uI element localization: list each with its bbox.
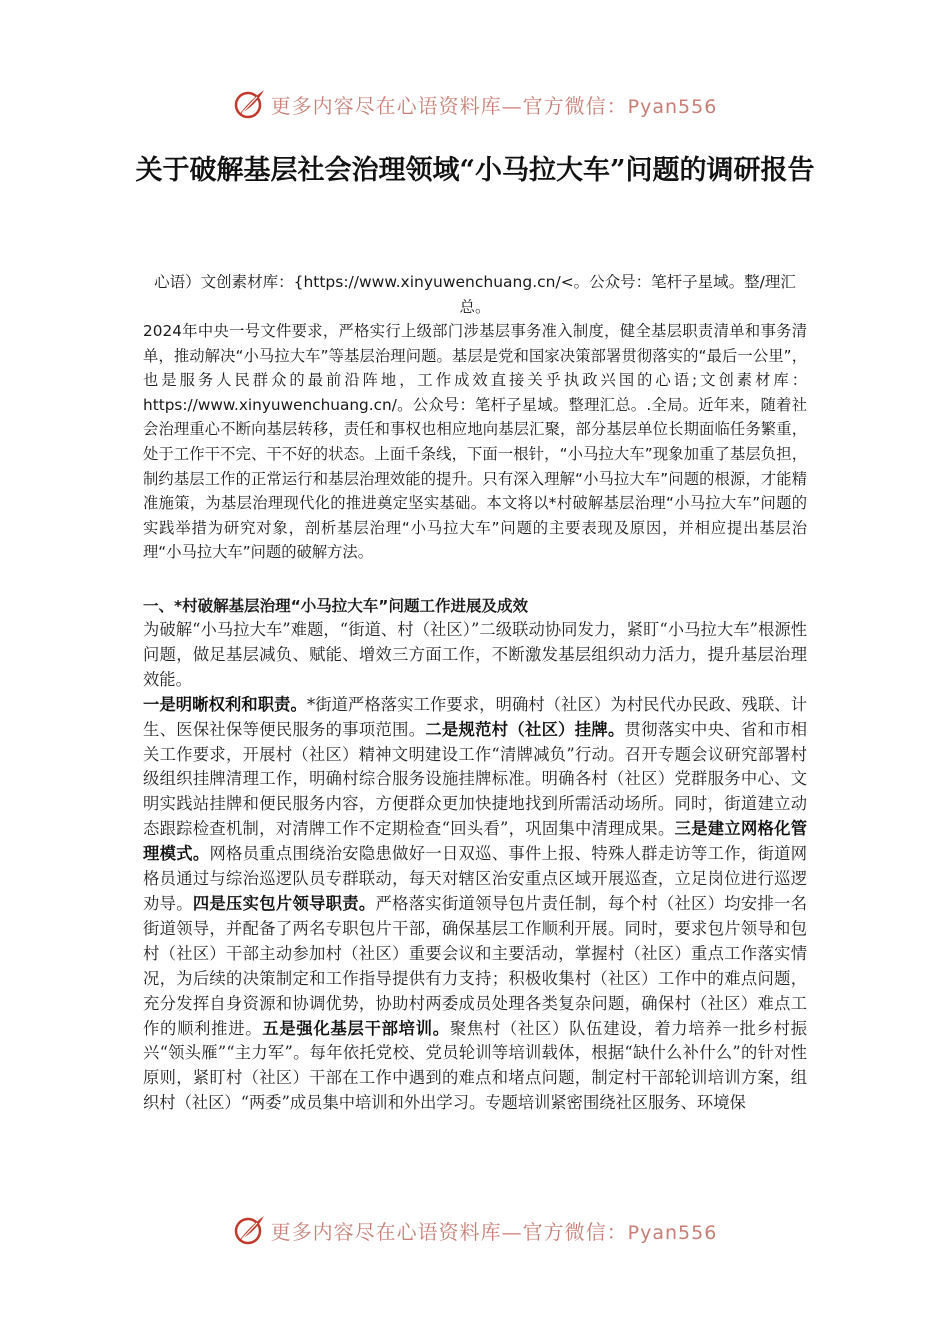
wechat-id: Pyan556: [627, 1221, 718, 1244]
point-text: *街道严格落实工作要求，明确村（社区）为村民代办民政、残联、计生、医保社保等便民服务的事项范围。: [143, 694, 807, 739]
quill-pen-logo-icon: [233, 87, 267, 121]
point-text: 网格员重点围绕治安隐患做好一日双巡、事件上报、特殊人群走访等工作，街道网格员通过与综治巡逻队员专群联动，每天对辖区治安重点区域开展巡查，立足岗位进行巡逻劝导。: [143, 844, 807, 913]
document-title: 关于破解基层社会治理领域“小马拉大车”问题的调研报告: [135, 155, 815, 186]
point-label: 三是建立网格化管理模式。: [143, 819, 807, 864]
banner-text: 更多内容尽在心语资料库—官方微信：Pyan556: [270, 93, 718, 118]
section-heading: 一、*村破解基层治理“小马拉大车”问题工作进展及成效: [143, 597, 528, 615]
point-text: 严格落实街道领导包片责任制，每个村（社区）均安排一名街道领导，并配备了两名专职包片干部，确保基层工作顺利开展。同时，要求包片领导和包村（社区）干部主动参加村（社区）重要会议和主要活动，掌握村（社区）重点工作落实情况，为后续的决策制定和工作指导提供有力支持；积极收集村（社区）工作中的难点问题，充分发挥自身资源和协调优势，协助村两委成员处理各类复杂问题，确保村（社区）难点工作的顺利推进。: [143, 893, 807, 1038]
source-line: 心语）文创素材库：{https://www.xinyuwenchuang.cn/<。公众号：笔杆子星域。整/理汇总。: [154, 273, 796, 316]
point-text: 贯彻落实中央、省和市相关工作要求，开展村（社区）精神文明建设工作“清牌减负”行动。召开专题会议研究部署村级组织挂牌清理工作，明确村综合服务设施挂牌标准。明确各村（社区）党群服务中心、文明实践站挂牌和便民服务内容，方便群众更加快捷地找到所需活动场所。同时，街道建立动态跟踪检查机制，对清牌工作不定期检查“回头看”，巩固集中清理成果。: [143, 719, 807, 839]
wechat-id: Pyan556: [627, 95, 718, 118]
points-paragraph: [143, 693, 807, 1116]
point-label: 四是压实包片领导职责。: [192, 893, 376, 913]
footer-watermark-banner: [0, 1210, 950, 1250]
point-label: 五是强化基层干部培训。: [262, 1018, 450, 1038]
section-body: [143, 618, 807, 1116]
section-intro-paragraph: 为破解“小马拉大车”难题，“街道、村（社区）”二级联动协同发力，紧盯“小马拉大车”根源性问题，做足基层减负、赋能、增效三方面工作，不断激发基层组织动力活力，提升基层治理效能。: [143, 620, 807, 689]
banner-text: 更多内容尽在心语资料库—官方微信：Pyan556: [270, 1219, 718, 1244]
intro-paragraph: 2024年中央一号文件要求，严格实行上级部门涉基层事务准入制度，健全基层职责清单和事务清单，推动解决“小马拉大车”等基层治理问题。基层是党和国家决策部署贯彻落实的“最后一公里”，也是服务人民群众的最前沿阵地，工作成效直接关乎执政兴国的心语;文创素材库：https://www.xinyuwenchuang.cn/。公众号：笔杆子星域。整理汇总。.全局。近年来，随着社会治理重心不断向基层转移，责任和事权也相应地向基层汇聚，部分基层单位长期面临任务繁重，处于工作干不完、干不好的状态。上面千条线，下面一根针，“小马拉大车”现象加重了基层负担，制约基层工作的正常运行和基层治理效能的提升。只有深入理解“小马拉大车”问题的根源，才能精准施策，为基层治理现代化的推进奠定坚实基础。本文将以*村破解基层治理“小马拉大车”问题的实践举措为研究对象，剖析基层治理“小马拉大车”问题的主要表现及原因，并相应提出基层治理“小马拉大车”问题的破解方法。: [143, 322, 807, 562]
point-text: 聚焦村（社区）队伍建设，着力培养一批乡村振兴“领头雁”“主力军”。每年依托党校、党员轮训等培训载体，根据“缺什么补什么”的针对性原则，紧盯村（社区）干部在工作中遇到的难点和堵点问题，制定村干部轮训培训方案，组织村（社区）“两委”成员集中培训和外出学习。专题培训紧密围绕社区服务、环境保: [143, 1018, 807, 1113]
header-watermark-banner: [0, 84, 950, 124]
point-label: 一是明晰权利和职责。: [143, 694, 307, 714]
point-label: 二是规范村（社区）挂牌。: [425, 719, 625, 739]
quill-pen-logo-icon: [233, 1213, 267, 1247]
